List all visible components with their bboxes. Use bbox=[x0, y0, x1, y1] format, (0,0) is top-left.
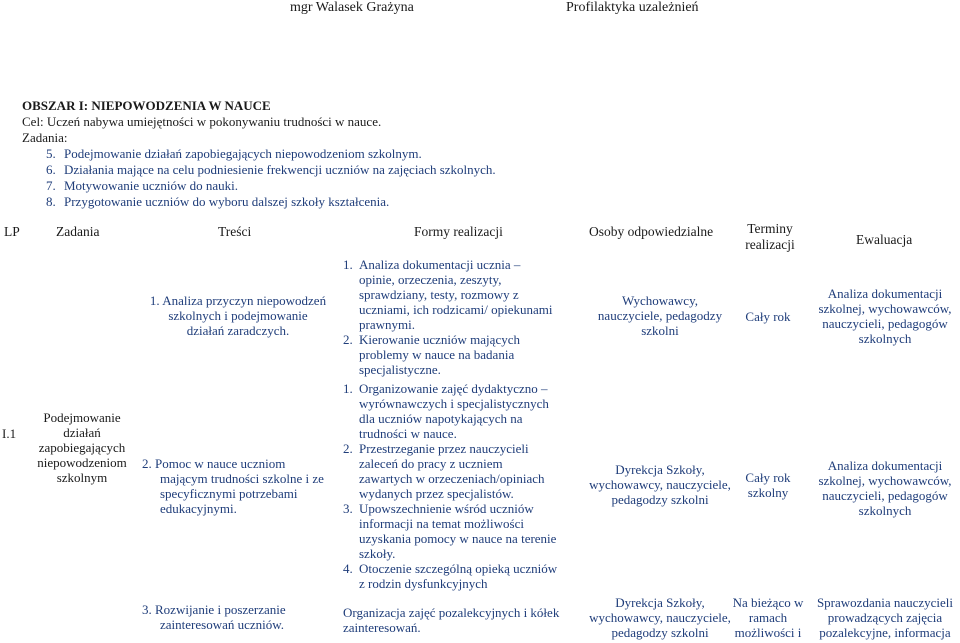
form-item: 2. Przestrzeganie przez nauczycieli zaleceń do pracy z uczniem zawartych w orzeczeniach/opiniach wydanych przez specjalistów. bbox=[343, 441, 545, 501]
tresc-1: 1. Analiza przyczyn niepowodzeń szkolnych i podejmowanie działań zaradczych. bbox=[149, 293, 327, 338]
col-header-tresci: Treści bbox=[218, 224, 252, 239]
termin-2: Cały rok szkolny bbox=[745, 470, 791, 500]
formy-3: Organizacja zajęć pozalekcyjnych i kółek zainteresowań. bbox=[343, 605, 560, 635]
osoby-2: Dyrekcja Szkoły, wychowawcy, nauczyciele, pedagodzy szkolni bbox=[589, 462, 731, 507]
col-header-terminy: Terminy realizacji bbox=[745, 221, 795, 252]
osoby-1: Wychowawcy, nauczyciele, pedagodzy szkolni bbox=[597, 293, 723, 338]
tresc-3: 3. Rozwijanie i poszerzanie zainteresowań uczniów. bbox=[142, 602, 286, 632]
ewaluacja-1: Analiza dokumentacji szkolnej, wychowawców, nauczycieli, pedagogów szkolnych bbox=[818, 286, 952, 346]
termin-1: Cały rok bbox=[745, 309, 791, 324]
task-list-item: 6. Działania mające na celu podniesienie frekwencji uczniów na zajęciach szkolnych. bbox=[46, 162, 496, 177]
task-cell: Podejmowanie działań zapobiegających niepowodzeniom szkolnym bbox=[37, 410, 127, 485]
form-item: 1. Organizowanie zajęć dydaktyczno – wyrównawczych i specjalistycznych dla uczniów napotykających na trudności w nauce. bbox=[343, 381, 549, 441]
task-list bbox=[46, 146, 496, 210]
ewaluacja-2: Analiza dokumentacji szkolnej, wychowawców, nauczycieli, pedagogów szkolnych bbox=[818, 458, 952, 518]
col-header-ewaluacja: Ewaluacja bbox=[856, 232, 913, 247]
col-header-lp: LP bbox=[4, 224, 20, 239]
form-item: 4. Otoczenie szczególną opieką uczniów z rodzin dysfunkcyjnych bbox=[343, 561, 558, 591]
row-lp: I.1 bbox=[2, 426, 17, 441]
col-header-formy: Formy realizacji bbox=[414, 224, 503, 239]
task-list-item: 5. Podejmowanie działań zapobiegających niepowodzeniom szkolnym. bbox=[46, 146, 422, 161]
area-goal: Cel: Uczeń nabywa umiejętności w pokonywaniu trudności w nauce. bbox=[22, 114, 382, 129]
header-subject: Profilaktyka uzależnień bbox=[566, 0, 699, 15]
formy-1 bbox=[343, 257, 583, 377]
task-list-item: 7. Motywowanie uczniów do nauki. bbox=[46, 178, 239, 193]
tasks-label: Zadania: bbox=[22, 130, 68, 145]
area-title: OBSZAR I: NIEPOWODZENIA W NAUCE bbox=[22, 98, 271, 113]
form-item: 2. Kierowanie uczniów mających problemy w nauce na badania specjalistyczne. bbox=[343, 332, 520, 377]
formy-2 bbox=[343, 381, 583, 591]
header-author: mgr Walasek Grażyna bbox=[290, 0, 414, 15]
termin-3: Na bieżąco w ramach możliwości i bbox=[732, 595, 804, 640]
osoby-3: Dyrekcja Szkoły, wychowawcy, nauczyciele, pedagodzy szkolni bbox=[589, 595, 731, 640]
tresc-2: 2. Pomoc w nauce uczniom mającym trudności szkolne i ze specyficznymi potrzebami edukacyjnymi. bbox=[142, 456, 324, 516]
task-list-item: 8. Przygotowanie uczniów do wyboru dalszej szkoły kształcenia. bbox=[46, 194, 390, 209]
col-header-zadania: Zadania bbox=[56, 224, 100, 239]
form-item: 1. Analiza dokumentacji ucznia – opinie, orzeczenia, zeszyty, sprawdziany, testy, rozmowy z uczniami, ich rodzicami/ opiekunami prawnymi. bbox=[343, 257, 553, 332]
ewaluacja-3: Sprawozdania nauczycieli prowadzących zajęcia pozalekcyjne, informacja bbox=[816, 595, 954, 640]
col-header-osoby: Osoby odpowiedzialne bbox=[589, 224, 714, 239]
form-item: 3. Upowszechnienie wśród uczniów informacji na temat możliwości uzyskania pomocy w nauce na terenie szkoły. bbox=[343, 501, 557, 561]
